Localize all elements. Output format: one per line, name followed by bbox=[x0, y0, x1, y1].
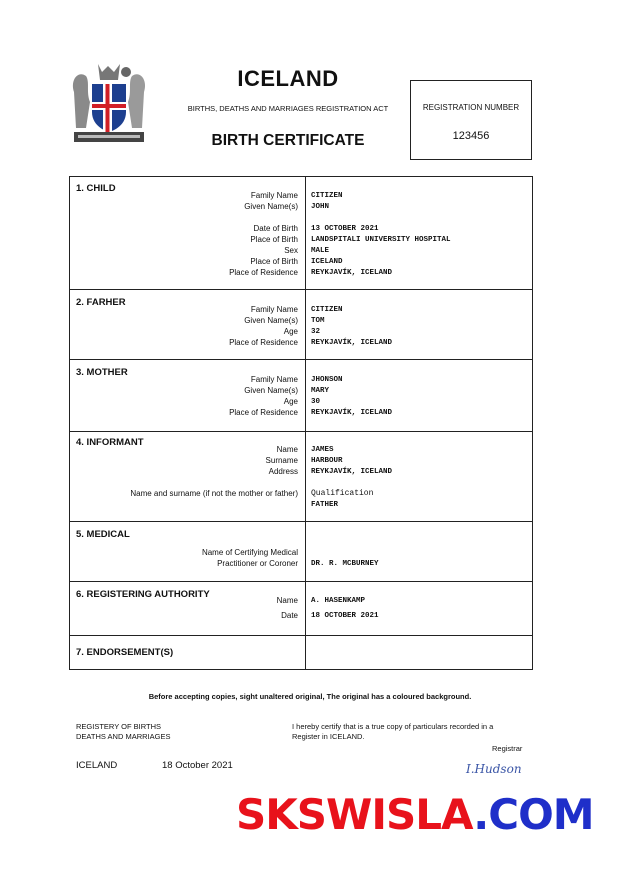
certificate-form bbox=[69, 176, 533, 670]
certify-block bbox=[292, 722, 493, 742]
footer-date: 18 October 2021 bbox=[162, 760, 233, 771]
label: Surname bbox=[265, 456, 298, 465]
value: JHONSON bbox=[311, 376, 343, 384]
value: 18 OCTOBER 2021 bbox=[311, 612, 379, 620]
country-title: ICELAND bbox=[237, 66, 339, 91]
label: Given Name(s) bbox=[244, 316, 298, 325]
value: 13 OCTOBER 2021 bbox=[311, 225, 379, 233]
value: DR. R. MCBURNEY bbox=[311, 560, 379, 568]
value: CITIZEN bbox=[311, 192, 343, 200]
value: REYKJAVÍK, ICELAND bbox=[311, 468, 393, 476]
section-title: 6. REGISTERING AUTHORITY bbox=[76, 589, 210, 600]
watermark-part: SKSWISLA bbox=[236, 790, 474, 839]
registration-number-value: 123456 bbox=[452, 130, 490, 142]
section-father bbox=[70, 289, 532, 360]
certify-line: Register in ICELAND. bbox=[292, 732, 365, 741]
value: MALE bbox=[311, 247, 330, 255]
value: JOHN bbox=[311, 203, 330, 211]
value: HARBOUR bbox=[311, 457, 343, 465]
label: Family Name bbox=[250, 191, 298, 200]
value: LANDSPITALI UNIVERSITY HOSPITAL bbox=[311, 236, 451, 244]
value: Qualification bbox=[311, 489, 374, 498]
value: CITIZEN bbox=[311, 306, 343, 314]
label: Place of Residence bbox=[229, 268, 298, 277]
label: Place of Residence bbox=[229, 338, 298, 347]
label: Age bbox=[283, 397, 298, 406]
label: Name bbox=[276, 445, 298, 454]
watermark-part: .COM bbox=[473, 790, 594, 839]
label: Practitioner or Coroner bbox=[217, 559, 298, 568]
registry-block bbox=[76, 722, 170, 742]
value: REYKJAVÍK, ICELAND bbox=[311, 409, 393, 417]
label: Given Name(s) bbox=[244, 386, 298, 395]
label: Name bbox=[276, 596, 298, 605]
value: FATHER bbox=[311, 501, 339, 509]
value: 30 bbox=[311, 398, 321, 406]
label: Name of Certifying Medical bbox=[201, 548, 298, 557]
original-notice: Before accepting copies, sight unaltered original, The original has a coloured background. bbox=[148, 692, 472, 701]
registrar-label: Registrar bbox=[492, 744, 523, 753]
value: 32 bbox=[311, 328, 321, 336]
section-endorsement bbox=[70, 635, 532, 669]
label: Family Name bbox=[250, 375, 298, 384]
label: Given Name(s) bbox=[244, 202, 298, 211]
value: REYKJAVÍK, ICELAND bbox=[311, 269, 393, 277]
section-child bbox=[70, 177, 532, 290]
registry-line: REGISTERY OF BIRTHS bbox=[76, 722, 162, 731]
value: ICELAND bbox=[311, 258, 343, 266]
section-title: 4. INFORMANT bbox=[76, 437, 144, 448]
certify-line: I hereby certify that is a true copy of particulars recorded in a bbox=[292, 722, 494, 731]
section-medical bbox=[70, 521, 532, 582]
section-mother bbox=[70, 359, 532, 432]
value: MARY bbox=[311, 387, 330, 395]
registration-number-box bbox=[410, 80, 532, 160]
value: TOM bbox=[311, 317, 325, 325]
section-informant bbox=[70, 431, 532, 522]
label: Family Name bbox=[250, 305, 298, 314]
registration-act: BIRTHS, DEATHS AND MARRIAGES REGISTRATION ACT bbox=[187, 104, 389, 113]
registrar-signature: I.Hudson bbox=[466, 762, 522, 776]
section-title: 2. FARHER bbox=[76, 297, 126, 308]
registration-number-label: REGISTRATION NUMBER bbox=[422, 103, 520, 112]
footer-place: ICELAND bbox=[76, 760, 118, 771]
value: REYKJAVÍK, ICELAND bbox=[311, 339, 393, 347]
section-title: 7. ENDORSEMENT(S) bbox=[76, 647, 174, 658]
watermark bbox=[236, 790, 594, 839]
label: Date of Birth bbox=[253, 224, 298, 233]
label: Sex bbox=[284, 246, 298, 255]
label: Date bbox=[281, 611, 298, 620]
value: A. HASENKAMP bbox=[311, 597, 366, 605]
document-title: BIRTH CERTIFICATE bbox=[211, 132, 365, 149]
value: JAMES bbox=[311, 446, 334, 454]
label: Place of Birth bbox=[250, 235, 298, 244]
section-registering-authority bbox=[70, 581, 532, 636]
section-title: 3. MOTHER bbox=[76, 367, 128, 378]
section-title: 1. CHILD bbox=[76, 183, 116, 194]
label: Place of Residence bbox=[229, 408, 298, 417]
label: Age bbox=[283, 327, 298, 336]
registry-line: DEATHS AND MARRIAGES bbox=[76, 732, 171, 741]
label: Name and surname (if not the mother or father) bbox=[130, 489, 298, 498]
section-title: 5. MEDICAL bbox=[76, 529, 130, 540]
label: Place of Birth bbox=[250, 257, 298, 266]
coat-of-arms-emblem bbox=[68, 62, 150, 148]
label: Address bbox=[268, 467, 298, 476]
